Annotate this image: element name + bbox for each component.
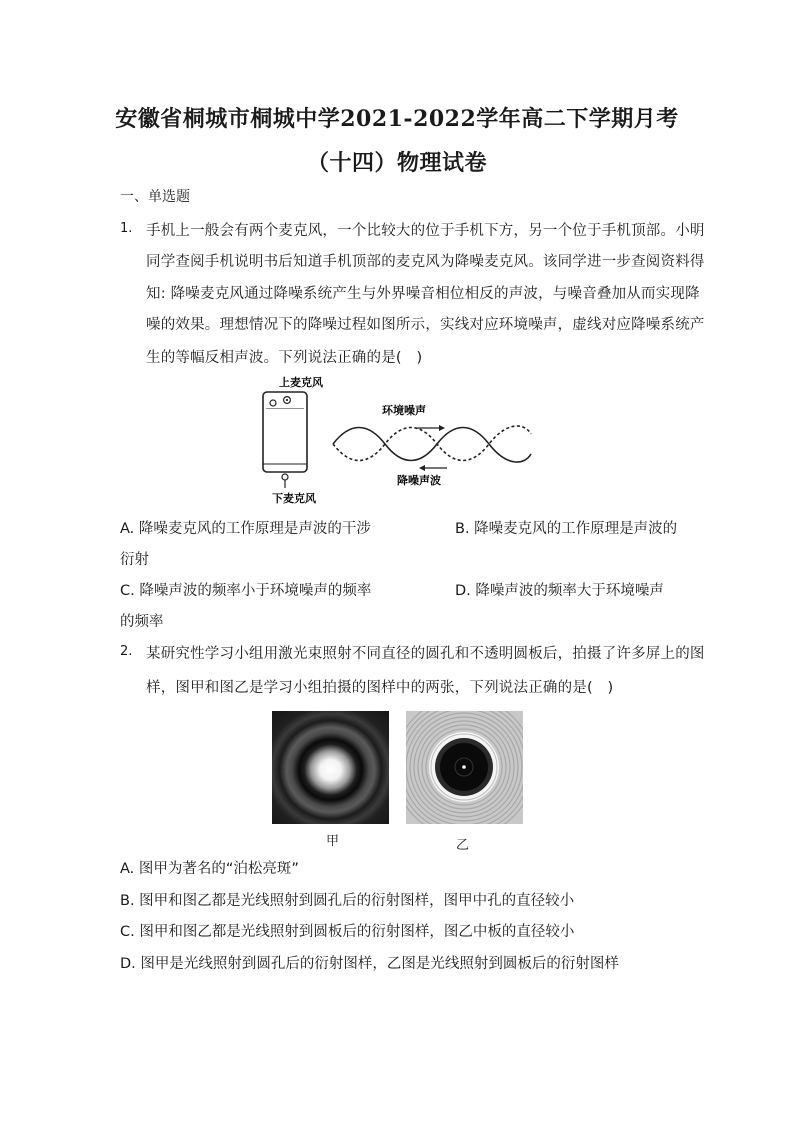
diffraction-pattern-yi bbox=[406, 711, 523, 824]
q2-line: 某研究性学习小组用激光束照射不同直径的圆孔和不透明圆板后，拍摄了许多屏上的图 bbox=[146, 646, 705, 662]
poisson-spot bbox=[462, 765, 466, 769]
q1-option-d: D. 降噪声波的频率大于环境噪声 bbox=[455, 583, 664, 599]
q1-option-b-cont: 衍射 bbox=[120, 552, 149, 568]
q1-line: 同学查阅手机说明书后知道手机顶部的麦克风为降噪麦克风。该同学进一步查阅资料得 bbox=[146, 254, 705, 270]
bottom-mic-label: 下麦克风 bbox=[272, 492, 316, 505]
phone-screen-top bbox=[266, 408, 304, 409]
q2-option-c: C. 图甲和图乙都是光线照射到圆板后的衍射图样，图乙中板的直径较小 bbox=[120, 924, 575, 940]
caption-yi: 乙 bbox=[456, 838, 470, 853]
noise-cancel-diagram bbox=[255, 372, 545, 508]
ambient-noise-wave bbox=[333, 428, 531, 463]
top-mic-label: 上麦克风 bbox=[279, 376, 323, 389]
q1-number: 1. bbox=[120, 221, 133, 236]
q1-line: 手机上一般会有两个麦克风，一个比较大的位于手机下方，另一个位于手机顶部。小明 bbox=[146, 223, 705, 239]
q2-number: 2. bbox=[120, 644, 133, 659]
bottom-mic-icon bbox=[282, 474, 288, 480]
q1-option-b: B. 降噪麦克风的工作原理是声波的 bbox=[455, 521, 678, 537]
section-heading: 一、单选题 bbox=[120, 189, 190, 205]
q1-line: 噪的效果。理想情况下的降噪过程如图所示，实线对应环境噪声，虚线对应降噪系统产 bbox=[146, 317, 705, 333]
caption-jia: 甲 bbox=[326, 834, 340, 849]
diffraction-pattern-jia bbox=[272, 711, 389, 824]
q1-option-d-cont: 的频率 bbox=[120, 614, 164, 630]
anti-noise-label: 降噪声波 bbox=[397, 474, 441, 487]
ambient-noise-label: 环境噪声 bbox=[382, 404, 426, 417]
ambient-arrow-icon bbox=[439, 425, 445, 431]
exam-title-line2: （十四）物理试卷 bbox=[306, 150, 487, 176]
q2-option-d: D. 图甲是光线照射到圆孔后的衍射图样，乙图是光线照射到圆板后的衍射图样 bbox=[120, 956, 619, 972]
q2-line: 样，图甲和图乙是学习小组拍摄的图样中的两张，下列说法正确的是( ) bbox=[146, 680, 614, 696]
exam-title-line1: 安徽省桐城市桐城中学2021-2022学年高二下学期月考 bbox=[115, 106, 679, 132]
q2-option-b: B. 图甲和图乙都是光线照射到圆孔后的衍射图样，图甲中孔的直径较小 bbox=[120, 893, 575, 909]
q1-option-a: A. 降噪麦克风的工作原理是声波的干涉 bbox=[120, 521, 371, 537]
q1-option-c: C. 降噪声波的频率小于环境噪声的频率 bbox=[120, 583, 372, 599]
camera-icon bbox=[270, 400, 276, 406]
q2-option-a: A. 图甲为著名的“泊松亮斑” bbox=[120, 861, 299, 877]
anti-noise-arrow-icon bbox=[419, 465, 425, 471]
q1-line: 知: 降噪麦克风通过降噪系统产生与外界噪音相位相反的声波，与噪音叠加从而实现降 bbox=[146, 286, 700, 302]
q1-line: 生的等幅反相声波。下列说法正确的是( ) bbox=[146, 350, 423, 366]
top-mic-dot bbox=[286, 399, 288, 401]
